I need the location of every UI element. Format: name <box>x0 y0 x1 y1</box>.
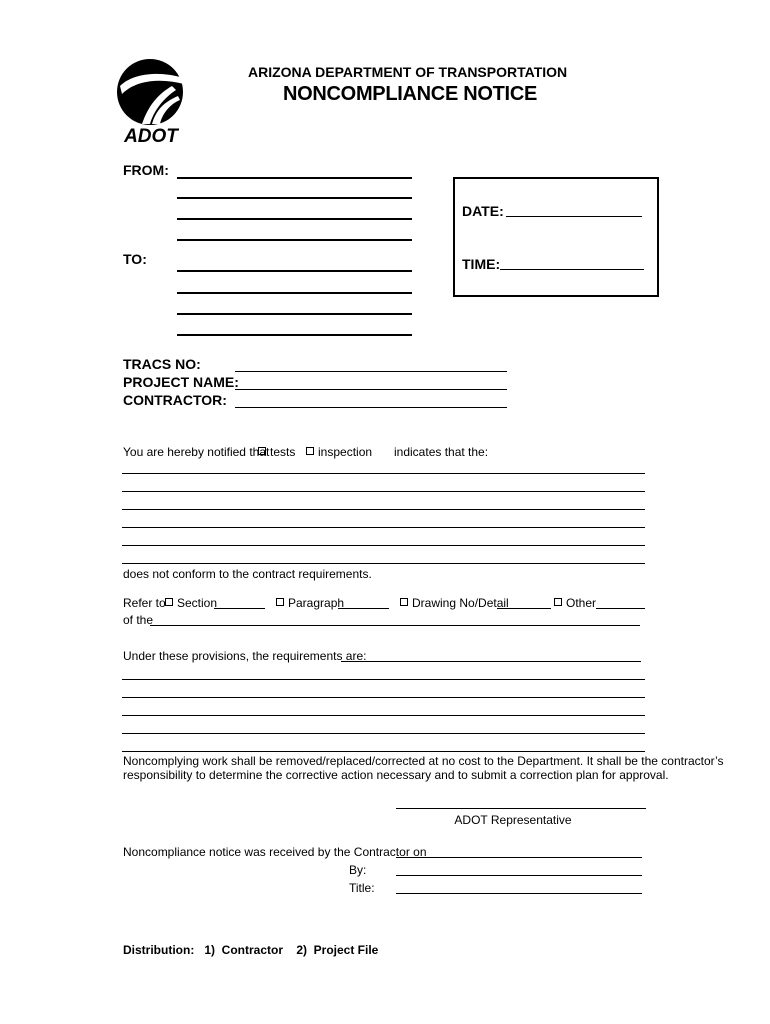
adot-logo <box>112 56 190 146</box>
adot-rep-signature-line[interactable] <box>396 808 646 809</box>
requirements-line-4[interactable] <box>122 733 645 734</box>
time-field[interactable] <box>500 269 644 270</box>
tests-checkbox[interactable] <box>258 447 266 455</box>
by-field[interactable] <box>396 875 642 876</box>
to-line-2[interactable] <box>177 292 412 294</box>
adot-rep-label: ADOT Representative <box>454 813 572 827</box>
requirements-line-0[interactable] <box>341 661 641 662</box>
from-label: FROM: <box>123 162 169 178</box>
section-field[interactable] <box>214 608 265 609</box>
received-label: Noncompliance notice was received by the Contractor on <box>123 845 427 859</box>
by-label: By: <box>349 863 367 877</box>
date-label: DATE: <box>462 203 504 219</box>
tests-label: tests <box>270 445 296 459</box>
requirements-intro: Under these provisions, the requirements are: <box>123 649 367 663</box>
to-line-3[interactable] <box>177 313 412 315</box>
to-label: TO: <box>123 251 147 267</box>
date-time-box <box>453 177 659 297</box>
from-line-3[interactable] <box>177 218 412 220</box>
paragraph-option[interactable] <box>276 596 344 610</box>
form-title: NONCOMPLIANCE NOTICE <box>283 83 538 105</box>
inspection-checkbox[interactable] <box>306 447 314 455</box>
section-checkbox[interactable] <box>165 598 173 606</box>
drawing-field[interactable] <box>497 608 551 609</box>
inspection-option[interactable] <box>306 445 372 459</box>
refer-to-label: Refer to <box>123 596 166 610</box>
received-date-field[interactable] <box>396 857 642 858</box>
title-field[interactable] <box>396 893 642 894</box>
tracs-field[interactable] <box>235 371 507 372</box>
requirements-line-5[interactable] <box>122 751 645 752</box>
other-option[interactable] <box>554 596 596 610</box>
requirements-line-3[interactable] <box>122 715 645 716</box>
statement-line-2: responsibility to determine the corrective action necessary and to submit a correction plan for approval. <box>123 768 669 782</box>
notice-line-6[interactable] <box>122 563 645 564</box>
title-label: Title: <box>349 881 375 895</box>
inspection-label: inspection <box>318 445 373 459</box>
notice-line-2[interactable] <box>122 491 645 492</box>
to-line-4[interactable] <box>177 334 412 336</box>
to-line-1[interactable] <box>177 270 412 272</box>
of-the-field[interactable] <box>150 625 640 626</box>
date-field[interactable] <box>506 216 642 217</box>
statement-line-1: Noncomplying work shall be removed/replaced/corrected at no cost to the Department. It shall be the contractor’s <box>123 754 724 768</box>
paragraph-field[interactable] <box>338 608 389 609</box>
notice-line-1[interactable] <box>122 473 645 474</box>
notice-line-3[interactable] <box>122 509 645 510</box>
of-the-label: of the <box>123 613 154 627</box>
drawing-option[interactable] <box>400 596 509 610</box>
indicates-text: indicates that the: <box>394 445 489 459</box>
tests-option[interactable] <box>258 445 295 459</box>
drawing-checkbox[interactable] <box>400 598 408 606</box>
project-name-field[interactable] <box>235 389 507 390</box>
time-label: TIME: <box>462 256 501 272</box>
notice-line-4[interactable] <box>122 527 645 528</box>
requirements-line-2[interactable] <box>122 697 645 698</box>
paragraph-label: Paragraph <box>288 596 345 610</box>
logo-text: ADOT <box>124 126 178 146</box>
section-option[interactable] <box>165 596 217 610</box>
notice-intro: You are hereby notified that <box>123 445 270 459</box>
section-label: Section <box>177 596 218 610</box>
other-checkbox[interactable] <box>554 598 562 606</box>
contractor-field[interactable] <box>235 407 507 408</box>
other-label: Other <box>566 596 597 610</box>
from-line-2[interactable] <box>177 197 412 199</box>
contractor-label: CONTRACTOR: <box>123 392 227 408</box>
paragraph-checkbox[interactable] <box>276 598 284 606</box>
notice-line-5[interactable] <box>122 545 645 546</box>
requirements-line-1[interactable] <box>122 679 645 680</box>
drawing-label: Drawing No/Detail <box>412 596 509 610</box>
agency-name: ARIZONA DEPARTMENT OF TRANSPORTATION <box>248 64 568 80</box>
distribution-text: Distribution: 1) Contractor 2) Project File <box>123 943 379 957</box>
from-line-4[interactable] <box>177 239 412 241</box>
tracs-label: TRACS NO: <box>123 356 201 372</box>
nonconform-text: does not conform to the contract requirements. <box>123 567 372 581</box>
from-line-1[interactable] <box>177 177 412 179</box>
project-name-label: PROJECT NAME: <box>123 374 239 390</box>
other-field[interactable] <box>596 608 645 609</box>
